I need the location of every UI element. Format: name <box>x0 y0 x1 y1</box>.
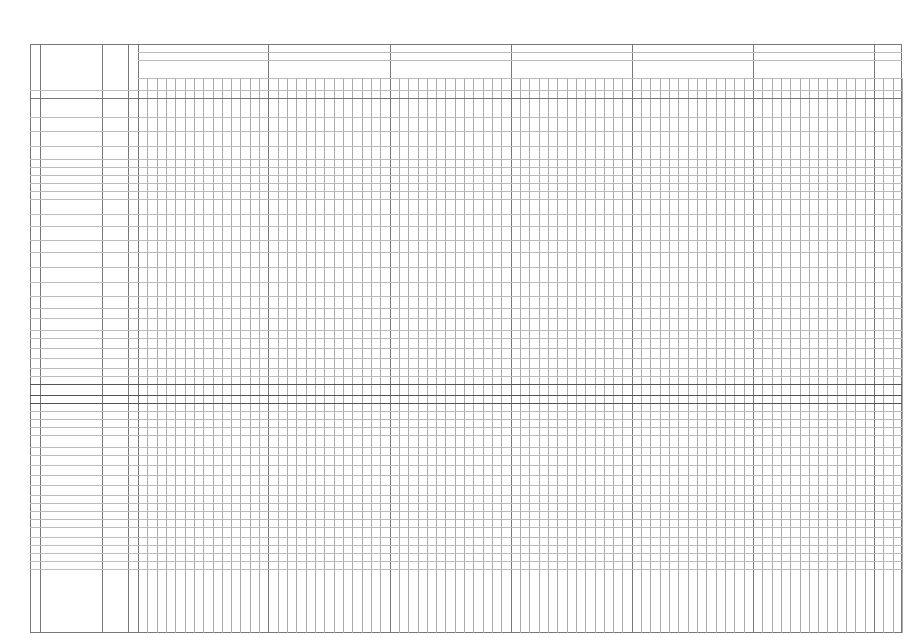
column-line <box>837 78 838 633</box>
row-line <box>30 384 902 385</box>
column-line <box>800 78 801 633</box>
column-line <box>622 78 623 633</box>
row-line <box>30 527 902 528</box>
row-line <box>30 545 902 546</box>
column-line <box>855 78 856 633</box>
column-line <box>501 78 502 633</box>
row-line <box>30 199 902 200</box>
column-line <box>287 78 288 633</box>
column-line <box>203 78 204 633</box>
column-line <box>762 78 763 633</box>
column-line <box>902 78 903 633</box>
column-line <box>240 78 241 633</box>
column-line <box>772 78 773 633</box>
row-line <box>30 368 902 369</box>
column-line <box>650 78 651 633</box>
column-line <box>334 78 335 633</box>
column-line <box>147 78 148 633</box>
row-line <box>30 167 902 168</box>
row-line <box>30 411 902 412</box>
column-line <box>520 78 521 633</box>
header-line <box>138 52 902 53</box>
column-line <box>557 78 558 633</box>
column-line <box>473 78 474 633</box>
column-line <box>567 78 568 633</box>
column-line <box>222 78 223 633</box>
column-line <box>436 78 437 633</box>
column-line <box>362 78 363 633</box>
row-line <box>30 131 902 132</box>
column-line <box>315 78 316 633</box>
column-line <box>408 78 409 633</box>
column-line <box>380 78 381 633</box>
row-line <box>30 427 902 428</box>
row-line <box>30 485 902 486</box>
row-line <box>30 296 902 297</box>
column-line <box>324 78 325 633</box>
column-line <box>790 78 791 633</box>
column-line <box>175 78 176 633</box>
column-line <box>809 78 810 633</box>
column-line <box>604 78 605 633</box>
column-line <box>539 78 540 633</box>
row-line <box>30 561 902 562</box>
column-line <box>157 78 158 633</box>
row-line <box>30 308 902 309</box>
column-line <box>278 78 279 633</box>
row-line <box>30 511 902 512</box>
column-line <box>641 78 642 633</box>
row-line <box>30 252 902 253</box>
row-line <box>30 183 902 184</box>
header-line <box>30 44 902 45</box>
column-line <box>306 78 307 633</box>
column-line <box>492 78 493 633</box>
row-line <box>30 214 902 215</box>
row-line <box>30 447 902 448</box>
row-line <box>30 503 902 504</box>
row-line <box>30 537 902 538</box>
row-line <box>30 569 902 570</box>
column-line <box>464 78 465 633</box>
column-line <box>343 78 344 633</box>
column-line <box>529 78 530 633</box>
row-line <box>30 455 902 456</box>
column-line <box>166 78 167 633</box>
row-line <box>30 175 902 176</box>
column-line <box>231 78 232 633</box>
column-line <box>213 78 214 633</box>
column-line <box>846 78 847 633</box>
column-line <box>865 78 866 633</box>
header-line <box>138 60 902 61</box>
row-line <box>30 358 902 359</box>
column-line <box>725 78 726 633</box>
column-line <box>296 78 297 633</box>
row-line <box>30 318 902 319</box>
column-line <box>576 78 577 633</box>
row-line <box>30 519 902 520</box>
column-line <box>706 78 707 633</box>
column-line <box>781 78 782 633</box>
column-line <box>548 78 549 633</box>
row-line <box>30 403 902 404</box>
column-line <box>185 78 186 633</box>
column-line <box>445 78 446 633</box>
column-line <box>883 78 884 633</box>
row-line <box>30 338 902 339</box>
column-line <box>697 78 698 633</box>
column-line <box>399 78 400 633</box>
row-line <box>30 146 902 147</box>
row-line <box>30 553 902 554</box>
row-line <box>30 282 902 283</box>
column-line <box>194 78 195 633</box>
row-line <box>30 240 902 241</box>
row-line <box>30 267 902 268</box>
column-line <box>483 78 484 633</box>
column-line <box>455 78 456 633</box>
row-line <box>30 395 902 396</box>
column-line <box>660 78 661 633</box>
row-line <box>30 465 902 466</box>
column-line <box>716 78 717 633</box>
column-line <box>827 78 828 633</box>
column-line <box>427 78 428 633</box>
column-line <box>352 78 353 633</box>
column-line <box>595 78 596 633</box>
column-line <box>744 78 745 633</box>
column-line <box>818 78 819 633</box>
row-line <box>30 495 902 496</box>
column-line <box>250 78 251 633</box>
row-line <box>30 226 902 227</box>
header-line <box>30 90 902 91</box>
column-line <box>678 78 679 633</box>
column-line <box>371 78 372 633</box>
column-line <box>669 78 670 633</box>
row-line <box>30 435 902 436</box>
column-line <box>613 78 614 633</box>
row-line <box>30 159 902 160</box>
column-line <box>893 78 894 633</box>
row-line <box>30 191 902 192</box>
column-line <box>259 78 260 633</box>
column-line <box>688 78 689 633</box>
column-line <box>585 78 586 633</box>
row-line <box>30 475 902 476</box>
column-line <box>734 78 735 633</box>
row-line <box>30 348 902 349</box>
header-line <box>30 98 902 99</box>
header-line <box>138 78 902 79</box>
row-line <box>30 330 902 331</box>
column-line <box>418 78 419 633</box>
row-line <box>30 376 902 377</box>
row-line <box>30 419 902 420</box>
row-line <box>30 117 902 118</box>
